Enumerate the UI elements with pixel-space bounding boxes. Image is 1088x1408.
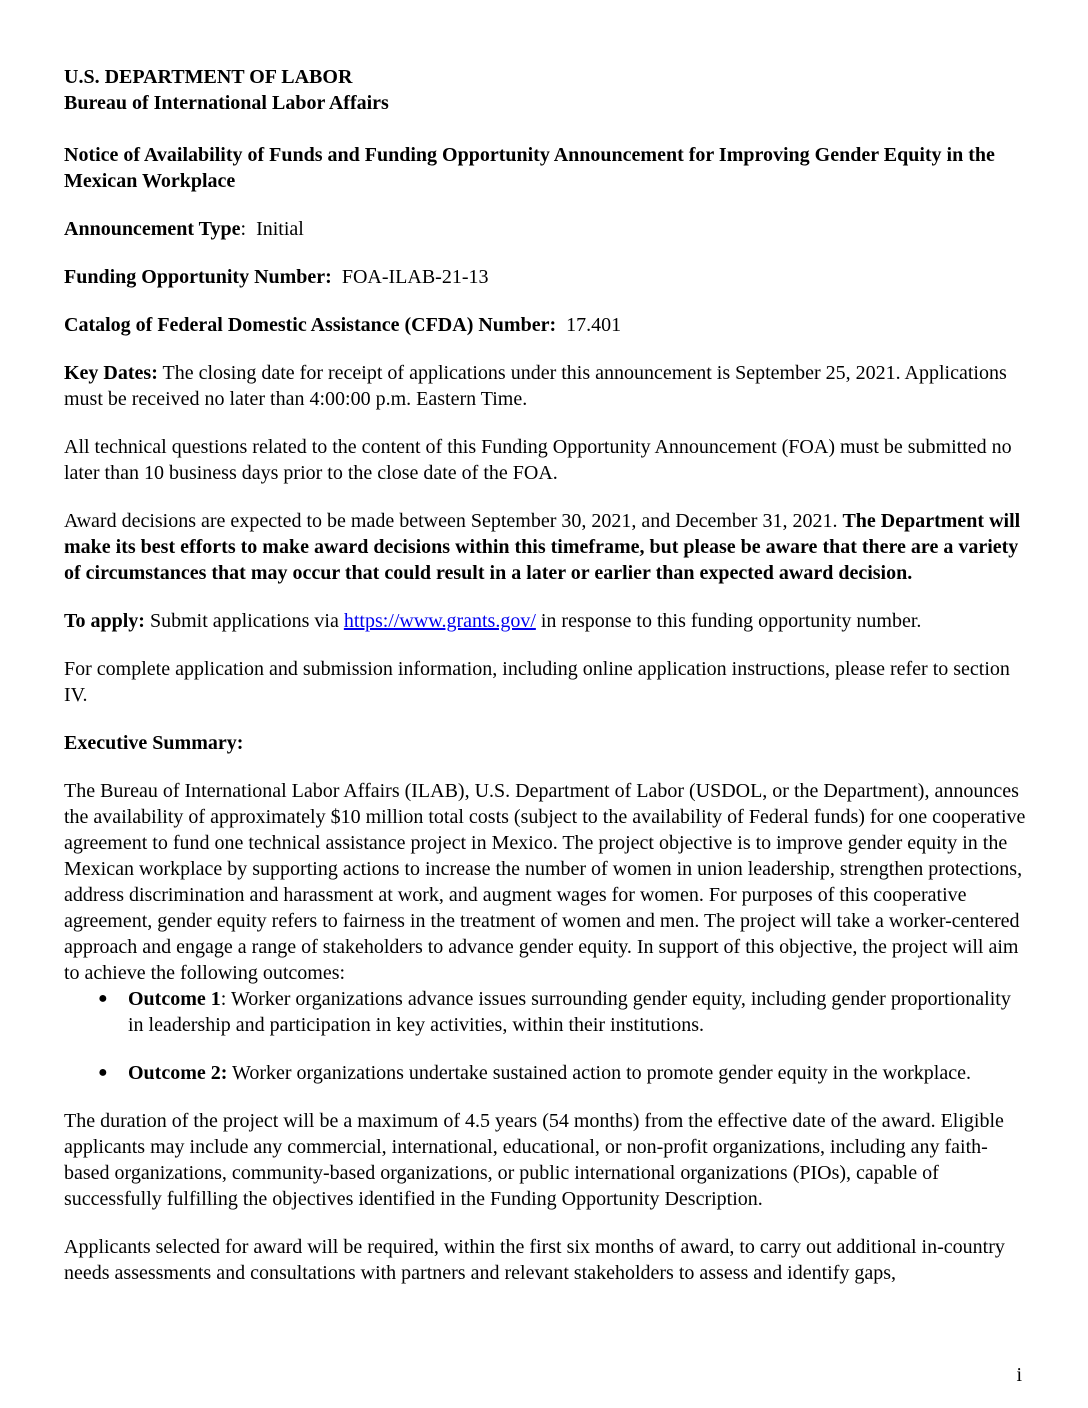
award-decisions-text: Award decisions are expected to be made between September 30, 2021, and December 31, 2021. <box>64 510 838 532</box>
executive-summary-paragraph-1: The Bureau of International Labor Affairs (ILAB), U.S. Department of Labor (USDOL, or the Department), announces the availability of approximately $10 million total costs (subject to the availability of Federal funds) for one cooperative agreement to fund one technical assistance project in Mexico. The project objective is to improve gender equity in the Mexican workplace by supporting actions to increase the number of women in union leadership, strengthen protections, address discrimination and harassment at work, and augment wages for women. For purposes of this cooperative agreement, gender equity refers to fairness in the treatment of women and men. The project will take a worker-centered approach and engage a range of stakeholders to advance gender equity. In support of this objective, the project will aim to achieve the following outcomes: <box>64 780 1026 984</box>
bureau-name: Bureau of International Labor Affairs <box>64 92 389 114</box>
page-number: i <box>1016 1364 1022 1386</box>
document-page <box>64 64 1026 1286</box>
award-decisions-notice: The Department will make its best efforts to make award decisions within this timeframe, but please be aware that there are a variety of circumstances that may occur that could result in a later or earlier than expected award decision. <box>64 510 1021 584</box>
cfda-number <box>64 312 1026 338</box>
outcome-text: : Worker organizations advance issues surrounding gender equity, including gender proportionality in leadership and participation in key activities, within their institutions. <box>128 988 1011 1036</box>
announcement-type-label: Announcement Type <box>64 218 241 240</box>
to-apply-text: Submit applications via <box>149 610 339 632</box>
key-dates-label: Key Dates: <box>64 362 158 384</box>
technical-questions: All technical questions related to the content of this Funding Opportunity Announcement (FOA) must be submitted no later than 10 business days prior to the close date of the FOA. <box>64 436 1012 484</box>
to-apply-suffix: in response to this funding opportunity number. <box>540 610 922 632</box>
funding-opportunity-number <box>64 264 1026 290</box>
cfda-number-value: 17.401 <box>566 314 622 336</box>
award-decisions <box>64 508 1026 586</box>
executive-summary-heading: Executive Summary: <box>64 732 244 754</box>
cfda-number-label: Catalog of Federal Domestic Assistance (CFDA) Number: <box>64 314 557 336</box>
agency-name: U.S. DEPARTMENT OF LABOR <box>64 66 353 88</box>
complete-info: For complete application and submission information, including online application instructions, please refer to section IV. <box>64 658 1010 706</box>
outcome-item <box>64 986 1026 1038</box>
to-apply-label: To apply: <box>64 610 145 632</box>
announcement-type: Announcement Type: Initial <box>64 218 304 240</box>
to-apply <box>64 608 1026 634</box>
document-title: Notice of Availability of Funds and Funding Opportunity Announcement for Improving Gender Equity in the Mexican Workplace <box>64 144 995 192</box>
executive-summary-paragraph-2: The duration of the project will be a maximum of 4.5 years (54 months) from the effective date of the award. Eligible applicants may include any commercial, international, educational, or non-profit organizations, including any faith-based organizations, community-based organizations, or public international organizations (PIOs), capable of successfully fulfilling the objectives identified in the Funding Opportunity Description. <box>64 1110 1004 1210</box>
executive-summary-paragraph-3: Applicants selected for award will be required, within the first six months of award, to carry out additional in-country needs assessments and consultations with partners and relevant stakeholders to assess and identify gaps, <box>64 1236 1005 1284</box>
outcome-item <box>64 1060 1026 1086</box>
bullet-icon: ● <box>98 990 108 1007</box>
funding-opportunity-number-value: FOA-ILAB-21-13 <box>341 266 489 288</box>
key-dates-text: The closing date for receipt of applications under this announcement is September 25, 2021. Applications must be received no later than 4:00:00 p.m. Eastern Time. <box>64 362 1007 410</box>
bullet-icon: ● <box>98 1064 108 1081</box>
outcome-label: Outcome 1 <box>128 988 221 1010</box>
outcome-label: Outcome 2: <box>128 1062 228 1084</box>
funding-opportunity-number-label: Funding Opportunity Number: <box>64 266 332 288</box>
announcement-type-value: Initial <box>256 218 304 240</box>
key-dates <box>64 360 1026 412</box>
grants-gov-link[interactable]: https://www.grants.gov/ <box>343 610 536 632</box>
outcome-text: Worker organizations undertake sustained action to promote gender equity in the workplace. <box>227 1062 971 1084</box>
outcomes-list <box>64 986 1026 1086</box>
